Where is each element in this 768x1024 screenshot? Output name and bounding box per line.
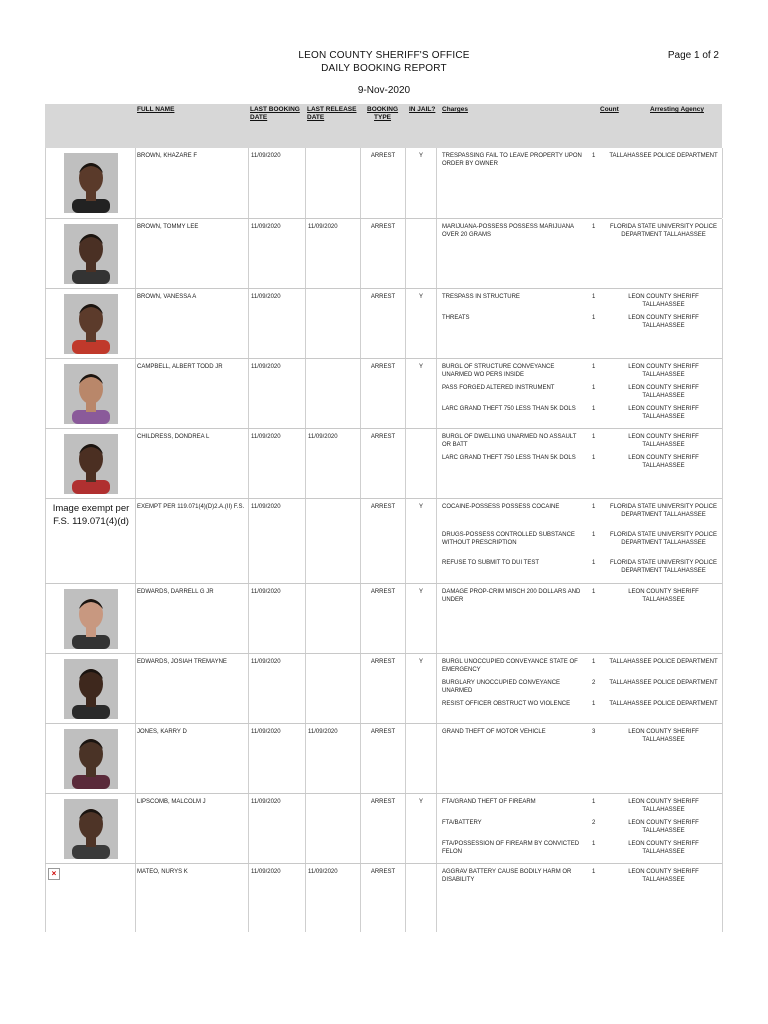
charge-count: 1 [592, 364, 596, 370]
name-cell [135, 219, 249, 289]
charge-count: 1 [592, 504, 596, 510]
booking-type-cell [361, 654, 406, 724]
charges-cell [437, 584, 723, 654]
charge-description: LARC GRAND THEFT 750 LESS THAN 5K DOLS [442, 455, 576, 461]
mugshot-photo [64, 799, 118, 859]
release-date-cell [306, 724, 361, 794]
charge-count: 1 [592, 869, 596, 875]
in-jail-cell [406, 794, 437, 864]
full-name: MATEO, NURYS K [137, 869, 188, 875]
release-date: 11/09/2020 [308, 869, 338, 875]
release-date: 11/09/2020 [308, 224, 338, 230]
booking-date-cell [249, 429, 306, 499]
booking-type-cell [361, 724, 406, 794]
name-cell [135, 429, 249, 499]
arresting-agency: LEON COUNTY SHERIFF TALLAHASSEE [628, 841, 699, 855]
photo-cell [45, 794, 136, 864]
booking-date-cell [249, 148, 306, 218]
charges-cell [437, 864, 723, 932]
table-row [45, 793, 722, 864]
charge-description: FTA/BATTERY [442, 820, 482, 826]
booking-type-cell [361, 429, 406, 499]
table-row [45, 428, 722, 499]
col-count: Count [600, 106, 619, 113]
in-jail-cell [406, 219, 437, 289]
col-charges: Charges [442, 106, 469, 113]
charge-description: LARC GRAND THEFT 750 LESS THAN 5K DOLS [442, 406, 576, 412]
booking-type: ARREST [370, 729, 396, 735]
arresting-agency: LEON COUNTY SHERIFF TALLAHASSEE [628, 385, 699, 399]
arresting-agency: FLORIDA STATE UNIVERSITY POLICE DEPARTMENT TALLAHASSEE [609, 560, 718, 574]
charge-count: 2 [592, 820, 596, 826]
in-jail-cell [406, 289, 437, 359]
charge-description: GRAND THEFT OF MOTOR VEHICLE [442, 729, 546, 735]
in-jail-flag: Y [418, 153, 423, 159]
full-name: BROWN, VANESSA A [137, 294, 197, 300]
in-jail-flag: Y [418, 799, 423, 805]
in-jail-cell [406, 499, 437, 584]
release-date-cell [306, 654, 361, 724]
booking-type: ARREST [370, 799, 396, 805]
in-jail-cell [406, 429, 437, 499]
report-name: DAILY BOOKING REPORT [321, 63, 447, 74]
booking-type: ARREST [370, 364, 396, 370]
charges-cell [437, 148, 723, 218]
report-date: 9-Nov-2020 [357, 85, 411, 96]
charge-description: PASS FORGED ALTERED INSTRUMENT [442, 385, 555, 391]
booking-type: ARREST [370, 659, 396, 665]
mugshot-photo [64, 364, 118, 424]
in-jail-flag: Y [418, 589, 423, 595]
photo-cell [45, 359, 136, 429]
table-row [45, 358, 722, 429]
photo-cell [45, 654, 136, 724]
in-jail-cell [406, 724, 437, 794]
photo-cell [45, 148, 136, 218]
mugshot-photo [64, 729, 118, 789]
in-jail-flag: Y [418, 364, 423, 370]
photo-cell [45, 289, 136, 359]
report-title [0, 49, 768, 75]
charge-count: 1 [592, 294, 596, 300]
booking-date: 11/09/2020 [251, 799, 281, 805]
mugshot-photo [64, 224, 118, 284]
booking-date: 11/09/2020 [251, 869, 281, 875]
charge-count: 1 [592, 799, 596, 805]
in-jail-cell [406, 654, 437, 724]
name-cell [135, 794, 249, 864]
booking-date: 11/09/2020 [251, 659, 281, 665]
col-booking-type: BOOKING TYPE [367, 106, 399, 121]
name-cell [135, 499, 249, 584]
table-row [45, 583, 722, 654]
mugshot-photo [64, 153, 118, 213]
photo-cell [45, 724, 136, 794]
table-row [45, 218, 722, 289]
arresting-agency: LEON COUNTY SHERIFF TALLAHASSEE [628, 406, 699, 420]
booking-date: 11/09/2020 [251, 224, 281, 230]
release-date: 11/09/2020 [308, 434, 338, 440]
arresting-agency: LEON COUNTY SHERIFF TALLAHASSEE [628, 820, 699, 834]
booking-type-cell [361, 148, 406, 218]
booking-type-cell [361, 289, 406, 359]
image-exempt-notice: Image exempt per F.S. 119.071(4)(d) [52, 503, 130, 527]
booking-table [45, 104, 722, 883]
arresting-agency: TALLAHASSEE POLICE DEPARTMENT [609, 680, 718, 686]
charge-count: 1 [592, 659, 596, 665]
col-last-release: LAST RELEASE DATE [307, 106, 357, 121]
release-date-cell [306, 219, 361, 289]
booking-date-cell [249, 219, 306, 289]
booking-type: ARREST [370, 504, 396, 510]
release-date-cell [306, 359, 361, 429]
name-cell [135, 654, 249, 724]
in-jail-cell [406, 359, 437, 429]
charge-description: THREATS [442, 315, 470, 321]
release-date-cell [306, 429, 361, 499]
charges-cell [437, 219, 723, 289]
release-date-cell [306, 499, 361, 584]
release-date-cell [306, 794, 361, 864]
full-name: EDWARDS, JOSIAH TREMAYNE [137, 659, 227, 665]
full-name: EXEMPT PER 119.071(4)(D)2.A.(II) F.S. [137, 504, 245, 510]
charge-count: 1 [592, 589, 596, 595]
in-jail-cell [406, 148, 437, 218]
name-cell [135, 148, 249, 218]
charge-description: TRESPASSING FAIL TO LEAVE PROPERTY UPON ORDER BY OWNER [442, 153, 582, 167]
charge-count: 1 [592, 385, 596, 391]
charges-cell [437, 794, 723, 864]
arresting-agency: TALLAHASSEE POLICE DEPARTMENT [609, 701, 718, 707]
booking-type-cell [361, 219, 406, 289]
charge-count: 1 [592, 455, 596, 461]
arresting-agency: FLORIDA STATE UNIVERSITY POLICE DEPARTMENT TALLAHASSEE [609, 224, 718, 238]
booking-date-cell [249, 794, 306, 864]
charge-description: AGGRAV BATTERY CAUSE BODILY HARM OR DISABILITY [442, 869, 572, 883]
booking-type: ARREST [370, 589, 396, 595]
booking-date: 11/09/2020 [251, 434, 281, 440]
in-jail-flag: Y [418, 659, 423, 665]
in-jail-flag: Y [418, 294, 423, 300]
booking-type: ARREST [370, 294, 396, 300]
col-agency: Arresting Agency [650, 106, 704, 113]
booking-date-cell [249, 289, 306, 359]
arresting-agency: LEON COUNTY SHERIFF TALLAHASSEE [628, 729, 699, 743]
release-date-cell [306, 864, 361, 932]
arresting-agency: FLORIDA STATE UNIVERSITY POLICE DEPARTMENT TALLAHASSEE [609, 532, 718, 546]
charge-count: 1 [592, 701, 596, 707]
charge-count: 2 [592, 680, 596, 686]
photo-cell [45, 219, 136, 289]
charge-description: DRUGS-POSSESS CONTROLLED SUBSTANCE WITHOUT PRESCRIPTION [442, 532, 575, 546]
col-in-jail: IN JAIL? [409, 106, 436, 113]
booking-date: 11/09/2020 [251, 294, 281, 300]
booking-type: ARREST [370, 869, 396, 875]
charge-count: 1 [592, 406, 596, 412]
booking-type: ARREST [370, 434, 396, 440]
charges-cell [437, 429, 723, 499]
full-name: JONES, KARRY D [137, 729, 187, 735]
booking-date-cell [249, 864, 306, 932]
charges-cell [437, 724, 723, 794]
full-name: LIPSCOMB, MALCOLM J [137, 799, 206, 805]
table-row [45, 653, 722, 724]
table-header [45, 104, 722, 148]
charge-description: RESIST OFFICER OBSTRUCT WO VIOLENCE [442, 701, 571, 707]
photo-cell [45, 429, 136, 499]
charge-description: BURGLARY UNOCCUPIED CONVEYANCE UNARMED [442, 680, 561, 694]
full-name: CHILDRESS, DONDREA L [137, 434, 210, 440]
release-date-cell [306, 148, 361, 218]
in-jail-flag: Y [418, 504, 423, 510]
booking-type: ARREST [370, 153, 396, 159]
arresting-agency: LEON COUNTY SHERIFF TALLAHASSEE [628, 455, 699, 469]
table-row [45, 723, 722, 794]
charge-description: BURGL OF DWELLING UNARMED NO ASSAULT OR BATT [442, 434, 577, 448]
charge-description: DAMAGE PROP-CRIM MISCH 200 DOLLARS AND UNDER [442, 589, 581, 603]
full-name: BROWN, KHAZARE F [137, 153, 198, 159]
charge-description: BURGL UNOCCUPIED CONVEYANCE STATE OF EMERGENCY [442, 659, 578, 673]
booking-date-cell [249, 359, 306, 429]
charge-count: 1 [592, 841, 596, 847]
charges-cell [437, 499, 723, 584]
mugshot-photo [64, 659, 118, 719]
charge-count: 1 [592, 532, 596, 538]
arresting-agency: LEON COUNTY SHERIFF TALLAHASSEE [628, 364, 699, 378]
table-row [45, 148, 722, 218]
arresting-agency: LEON COUNTY SHERIFF TALLAHASSEE [628, 869, 699, 883]
name-cell [135, 864, 249, 932]
page-number: Page 1 of 2 [667, 50, 719, 61]
in-jail-cell [406, 584, 437, 654]
charge-count: 1 [592, 153, 596, 159]
full-name: BROWN, TOMMY LEE [137, 224, 199, 230]
booking-type-cell [361, 584, 406, 654]
booking-date-cell [249, 499, 306, 584]
col-full-name: FULL NAME [137, 106, 175, 113]
table-row [45, 863, 722, 932]
booking-type-cell [361, 794, 406, 864]
in-jail-cell [406, 864, 437, 932]
arresting-agency: LEON COUNTY SHERIFF TALLAHASSEE [628, 434, 699, 448]
broken-image-icon: × [48, 868, 60, 880]
booking-date-cell [249, 654, 306, 724]
name-cell [135, 584, 249, 654]
booking-date: 11/09/2020 [251, 729, 281, 735]
booking-date: 11/09/2020 [251, 589, 281, 595]
photo-cell [45, 499, 136, 584]
charges-cell [437, 359, 723, 429]
charge-count: 1 [592, 560, 596, 566]
booking-type-cell [361, 359, 406, 429]
booking-date: 11/09/2020 [251, 153, 281, 159]
charge-count: 1 [592, 224, 596, 230]
arresting-agency: TALLAHASSEE POLICE DEPARTMENT [609, 659, 718, 665]
charge-description: BURGL OF STRUCTURE CONVEYANCE UNARMED WO PERS INSIDE [442, 364, 555, 378]
booking-date: 11/09/2020 [251, 364, 281, 370]
charge-description: REFUSE TO SUBMIT TO DUI TEST [442, 560, 540, 566]
charges-cell [437, 654, 723, 724]
mugshot-photo [64, 294, 118, 354]
photo-cell [45, 584, 136, 654]
table-row [45, 288, 722, 359]
charge-description: COCAINE-POSSESS POSSESS COCAINE [442, 504, 560, 510]
arresting-agency: LEON COUNTY SHERIFF TALLAHASSEE [628, 294, 699, 308]
name-cell [135, 724, 249, 794]
charges-cell [437, 289, 723, 359]
arresting-agency: FLORIDA STATE UNIVERSITY POLICE DEPARTMENT TALLAHASSEE [609, 504, 718, 518]
name-cell [135, 289, 249, 359]
charge-count: 1 [592, 434, 596, 440]
charge-description: MARIJUANA-POSSESS POSSESS MARIJUANA OVER 20 GRAMS [442, 224, 574, 238]
release-date: 11/09/2020 [308, 729, 338, 735]
name-cell [135, 359, 249, 429]
arresting-agency: LEON COUNTY SHERIFF TALLAHASSEE [628, 315, 699, 329]
charge-description: FTA/POSSESSION OF FIREARM BY CONVICTED FELON [442, 841, 580, 855]
charge-description: FTA/GRAND THEFT OF FIREARM [442, 799, 536, 805]
mugshot-photo [64, 589, 118, 649]
arresting-agency: LEON COUNTY SHERIFF TALLAHASSEE [628, 589, 699, 603]
release-date-cell [306, 584, 361, 654]
full-name: EDWARDS, DARRELL G JR [137, 589, 214, 595]
full-name: CAMPBELL, ALBERT TODD JR [137, 364, 223, 370]
photo-cell [45, 864, 136, 932]
booking-date-cell [249, 584, 306, 654]
booking-date: 11/09/2020 [251, 504, 281, 510]
table-row [45, 498, 722, 584]
booking-type-cell [361, 864, 406, 932]
booking-type: ARREST [370, 224, 396, 230]
mugshot-photo [64, 434, 118, 494]
booking-date-cell [249, 724, 306, 794]
charge-count: 1 [592, 315, 596, 321]
charge-count: 3 [592, 729, 596, 735]
arresting-agency: LEON COUNTY SHERIFF TALLAHASSEE [628, 799, 699, 813]
col-last-booking: LAST BOOKING DATE [250, 106, 300, 121]
office-name: LEON COUNTY SHERIFF'S OFFICE [298, 50, 470, 61]
charge-description: TRESPASS IN STRUCTURE [442, 294, 520, 300]
arresting-agency: TALLAHASSEE POLICE DEPARTMENT [609, 153, 718, 159]
release-date-cell [306, 289, 361, 359]
booking-type-cell [361, 499, 406, 584]
